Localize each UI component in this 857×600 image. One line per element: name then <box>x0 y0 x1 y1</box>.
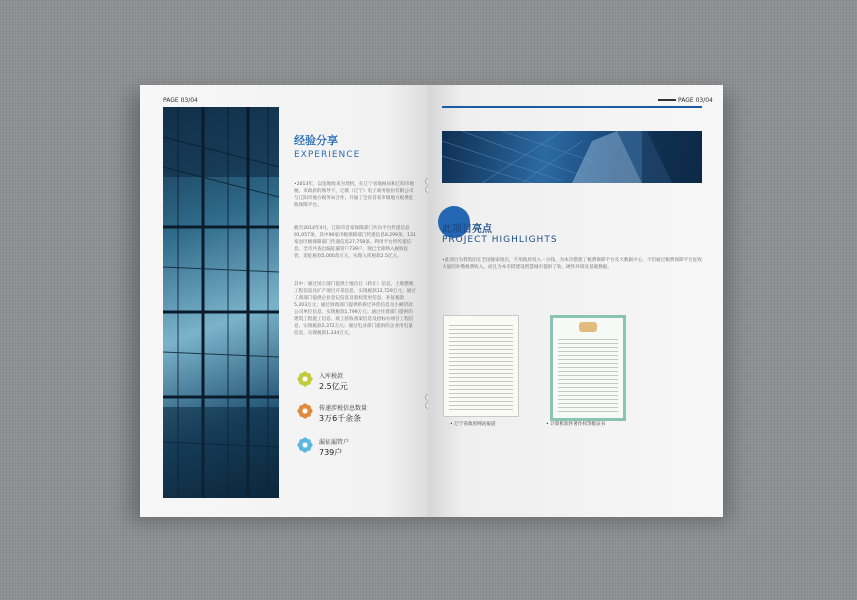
paragraph-2: 截至2014年4月，辽阳市首家保障部门共向平台传递信息91,057条，其中96家市级保障部门传递信息8,299条，131家县区级保障部门传递信息27,758条。利用平台所传递信息，全市共查出漏征漏管户739户，现已全部纳入税收征管，追征税款5,000余万元，实现入库税款2.5亿元。 <box>294 226 416 259</box>
highlight-title-en: PROJECT HIGHLIGHTS <box>442 235 558 245</box>
highlight-title-cn: 此项目亮点 <box>442 224 492 235</box>
right-page-number: PAGE 03/04 <box>678 97 713 104</box>
flower-icon <box>297 371 313 387</box>
certificate-caption: • 辽宁省政府网站报道 <box>450 422 496 427</box>
stat-value: 3万6千余条 <box>319 414 362 423</box>
right-page <box>428 85 723 517</box>
stat-label: 入库税款 <box>319 373 344 380</box>
flower-icon <box>297 437 313 453</box>
paragraph-3: 其中：通过国土部门提供土地出让（转让）信息、土地整理工程信息及扩产项目开采信息，实现税款12,729万元；通过工商部门提供企业登记信息及股权变更信息，补征税款5,203万元；通过财政部门提供的拆迁补偿信息及小额贷款公司单位信息，实现税款1,799万元；通过住建部门提供的建筑工程施工信息、竣工验收备案信息及招标办项目工程信息，实现税款2,372万元；通过电业部门提供的企业用电量信息，实现税款1,334万元。 <box>294 282 416 336</box>
certificate-text-lines <box>558 336 618 412</box>
highlight-paragraph: •此项目为我集团在全国独家推出，不用政府投入一分钱，为本市搭建了税费保障平台及大数据中心，不但通过税费保障平台征收大量的补缴税费收入，而且为本市搭建设智慧城市提供了软、硬件环境及基础数据。 <box>442 258 702 270</box>
stat-label: 传递涉税信息数量 <box>319 405 368 412</box>
news-report-certificate <box>443 315 519 417</box>
stat-value: 2.5亿元 <box>319 382 348 391</box>
page-number-rule <box>658 99 676 101</box>
left-page-number: PAGE 03/04 <box>163 97 198 104</box>
certificate-caption: • 计算机软件著作权等级证书 <box>546 422 606 427</box>
header-rule <box>442 106 702 108</box>
stat-label: 漏征漏管户 <box>319 439 350 446</box>
paragraph-1: •2013年，以征地收来为契机，在辽宁省地税局和辽阳市地税、市政府的领导下，辽联（辽宁）电子商务股份有限公司与辽阳市地方税务局合作，开通了全省首家市级地方税费征收保障平台。 <box>294 182 415 208</box>
software-copyright-certificate <box>550 315 626 421</box>
left-page <box>140 85 428 517</box>
building-glass-photo <box>163 107 279 498</box>
seal-emblem <box>579 322 597 332</box>
certificate-text-lines <box>449 322 513 410</box>
flower-icon <box>297 403 313 419</box>
skyscraper-photo-band <box>442 131 702 183</box>
stat-value: 739户 <box>319 448 343 457</box>
experience-title-cn: 经验分享 <box>294 134 338 147</box>
experience-title-en: EXPERIENCE <box>294 150 361 160</box>
